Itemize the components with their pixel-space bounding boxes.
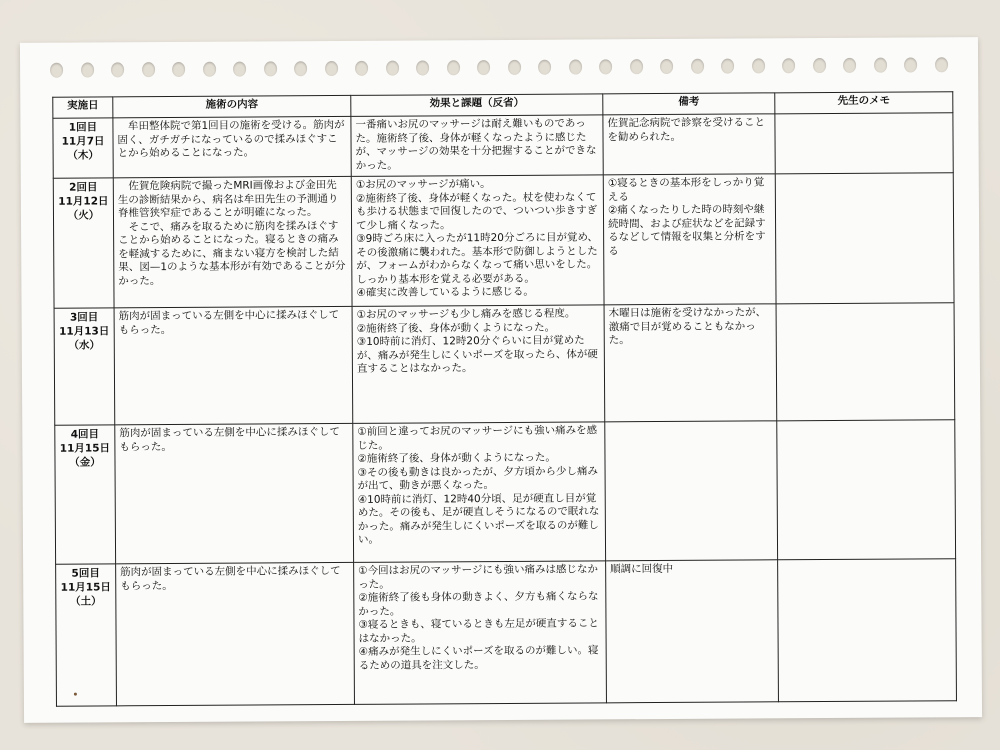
binder-hole — [81, 62, 94, 77]
notes-item: 佐賀記念病院で診察を受けることを勧められた。 — [607, 116, 765, 143]
effect-item: ①前回と違ってお尻のマッサージにも強い痛みを感じた。 — [357, 424, 598, 452]
binder-hole — [386, 61, 399, 76]
binder-hole — [233, 62, 246, 77]
header-effect: 効果と課題（反省） — [351, 94, 603, 117]
date-line: （土） — [70, 595, 102, 609]
binder-hole — [477, 60, 490, 75]
treatment-cell: 筋肉が固まっている左側を中心に揉みほぐしてもらった。 — [114, 307, 353, 425]
binder-hole — [843, 58, 856, 73]
treatment-cell: 佐賀危険病院で撮ったMRI画像および金田先生の診断結果から、病名は牟田先生の予測通り脊椎管狭窄症であることが明確になった。 そこで、痛みを取るために筋肉を揉みほぐすことから始めることになった。寝るときの痛みを軽減するために、痛まない寝方を検討した結果、図—1のような基本形が有効であることが分かった。 — [113, 177, 352, 308]
binder-hole — [630, 59, 643, 74]
date-line: 1回目 — [68, 121, 98, 134]
effect-item: ④確実に改善しているように感じる。 — [356, 286, 534, 300]
teacher-memo-cell[interactable] — [776, 303, 955, 421]
date-line: （火） — [67, 209, 100, 223]
header-date: 実施日 — [53, 97, 113, 118]
effect-cell — [352, 305, 605, 423]
binder-hole — [569, 60, 582, 75]
date-line: 5回目 — [71, 567, 100, 581]
binder-hole — [935, 57, 948, 72]
effect-cell — [351, 115, 603, 177]
effect-cell — [354, 561, 607, 704]
date-cell — [55, 425, 116, 565]
effect-item: ②施術終了後、身体が動くようになった。 — [356, 321, 556, 335]
binder-hole — [752, 58, 765, 73]
header-teacher-memo: 先生のメモ — [775, 92, 953, 114]
treatment-cell: 筋肉が固まっている左側を中心に揉みほぐしてもらった。 — [115, 423, 354, 564]
notes-item: ①寝るときの基本形をしっかり覚える — [607, 176, 765, 204]
binder-hole — [294, 61, 307, 76]
binder-hole — [50, 63, 63, 78]
binder-hole — [447, 60, 460, 75]
effect-cell — [351, 175, 604, 306]
paper-sheet — [20, 37, 982, 723]
date-line: （金） — [69, 456, 101, 469]
paper-speck — [74, 693, 77, 696]
notes-cell — [603, 174, 776, 305]
binder-hole — [538, 60, 551, 75]
binder-hole — [813, 58, 826, 73]
treatment-cell: 筋肉が固まっている左側を中心に揉みほぐしてもらった。 — [116, 563, 355, 706]
treatment-log-table — [52, 91, 957, 706]
effect-item: ④10時前に消灯、12時40分頃、足が硬直し目が覚めた。その後も、足が硬直しそうになるので眠れなかった。痛みが発生しにくいポーズを取るのが難しい。 — [357, 491, 600, 546]
header-treatment: 施術の内容 — [113, 95, 351, 117]
notes-item: 順調に回復中 — [610, 563, 674, 576]
teacher-memo-cell[interactable] — [777, 420, 956, 561]
binder-hole — [599, 59, 612, 74]
effect-item: ③10時前に消灯、12時20分ぐらいに目が覚めたが、痛みが発生しにくいポーズを取ったら、体が硬直することはなかった。 — [356, 334, 598, 376]
treatment-cell: 牟田整体院で第1回目の施術を受ける。筋肉が固く、ガチガチになっているので揉みほぐすことから始めることになった。 — [113, 116, 351, 178]
date-line: （水） — [68, 339, 101, 352]
date-line: 11月15日 — [60, 581, 111, 595]
binder-hole — [203, 62, 216, 77]
binder-hole — [660, 59, 673, 74]
effect-item: ③9時ごろ床に入ったが11時20分ごろに目が覚め、その後激痛に襲われた。基本形で防御しようとしたが、フォームがわからなくなって痛い思いをした。しっかり基本形を覚える必要がある。 — [356, 231, 599, 286]
teacher-memo-cell[interactable] — [775, 113, 953, 175]
binder-hole — [721, 59, 734, 74]
date-cell — [54, 308, 115, 425]
header-notes: 備考 — [603, 93, 775, 115]
teacher-memo-cell[interactable] — [778, 559, 957, 702]
table-row — [53, 173, 954, 308]
binder-hole — [111, 62, 124, 77]
notes-cell — [605, 421, 778, 561]
effect-item: ③寝るときも、寝ているときも左足が硬直することはなかった。 — [358, 617, 599, 645]
binder-hole — [904, 57, 917, 72]
binder-hole — [691, 59, 704, 74]
effect-item: ②施術終了後、身体が動くようになった。 — [357, 451, 556, 465]
date-line: （木） — [67, 149, 99, 162]
effect-item: ②施術終了後、身体が軽くなった。杖を使わなくても歩ける状態まで回復したので、ついつい歩きすぎて少し痛くなった。 — [355, 191, 598, 232]
notes-cell — [604, 304, 777, 422]
binder-hole — [782, 58, 795, 73]
date-cell — [53, 118, 113, 179]
binder-hole — [325, 61, 338, 76]
effect-item: ④痛みが発生しにくいポーズを取るのが難しい。寝るための道具を注文した。 — [358, 644, 599, 672]
effect-item: ③その後も動きは良かったが、夕方頃から少し痛みが出て、動きが悪くなった。 — [357, 464, 599, 492]
teacher-memo-cell[interactable] — [775, 173, 954, 304]
notes-cell — [606, 560, 779, 703]
notes-item: ②痛くなったりした時の時刻や継続時間、および症状などを記録するなどして情報を収集と分析をする — [607, 203, 766, 258]
table-row — [53, 113, 953, 179]
binder-hole — [416, 60, 429, 75]
table-row — [56, 559, 957, 706]
binder-hole — [264, 61, 277, 76]
binder-hole — [508, 60, 521, 75]
effect-item: ②施術終了後も身体の動きよく、夕方も痛くならなかった。 — [358, 590, 599, 618]
binder-hole — [355, 61, 368, 76]
table-row — [54, 303, 955, 425]
effect-item: ①お尻のマッサージも少し痛みを感じる程度。 — [356, 307, 576, 322]
effect-item: ①お尻のマッサージが痛い。 — [355, 178, 491, 192]
date-line: 11月15日 — [59, 442, 111, 455]
date-cell — [53, 178, 114, 308]
table-row — [55, 420, 956, 565]
notes-cell — [603, 114, 775, 176]
date-line: 2回目 — [69, 181, 98, 195]
notes-item: 木曜日は施術を受けなかったが、激痛で目が覚めることもなかった。 — [608, 306, 767, 347]
binder-holes — [50, 57, 948, 78]
effect-item: 一番痛いお尻のマッサージは耐え難いものであった。施術終了後、身体が軽くなったように感じたが、マッサージの効果を十分把握することができなかった。 — [355, 117, 597, 172]
binder-hole — [142, 62, 155, 77]
date-line: 11月13日 — [59, 325, 110, 338]
binder-hole — [874, 58, 887, 73]
binder-hole — [172, 62, 185, 77]
date-cell — [56, 564, 117, 706]
effect-item: ①今回はお尻のマッサージにも強い痛みは感じなかった。 — [358, 563, 598, 591]
date-line: 3回目 — [69, 311, 99, 324]
date-line: 11月7日 — [61, 135, 105, 148]
effect-cell — [353, 422, 606, 563]
date-line: 4回目 — [70, 428, 100, 441]
date-line: 11月12日 — [58, 195, 109, 209]
